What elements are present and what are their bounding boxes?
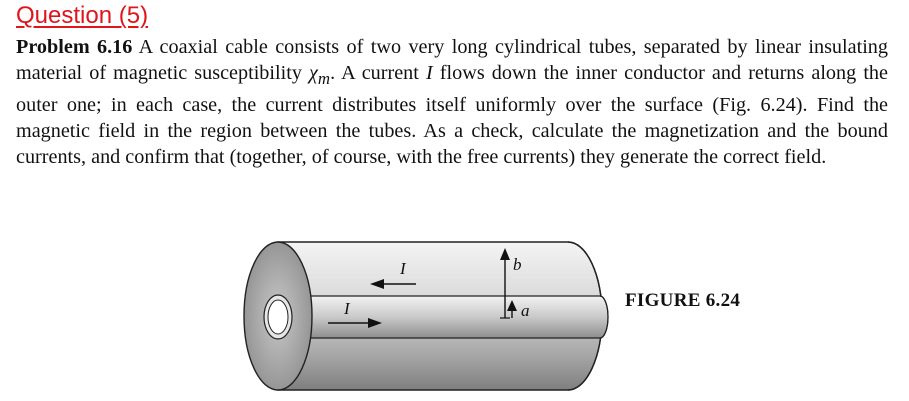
label-current-bottom: I [344, 299, 350, 318]
problem-text-part1: A coaxial cable consists of two very long cylindrical tubes, separated by linear insulating material of magnetic susceptibility [16, 36, 888, 84]
chi-subscript: m [317, 69, 331, 89]
label-current-top: I [400, 259, 406, 278]
problem-label: Problem 6.16 [16, 36, 133, 58]
coaxial-cable-figure [238, 236, 618, 396]
current-symbol: I [425, 62, 433, 84]
label-radius-b: b [513, 255, 522, 274]
label-radius-a: a [521, 301, 530, 320]
chi-symbol: χ [309, 62, 318, 84]
question-heading: Question (5) [16, 2, 149, 29]
problem-statement [16, 34, 888, 170]
figure-caption: FIGURE 6.24 [625, 290, 741, 311]
inner-tube [278, 296, 608, 338]
problem-text-part2: . A current [330, 62, 426, 84]
problem-text-part3: flows down the inner conductor and returns along the outer one; in each case, the current distributes itself uniformly over the surface (Fig. 6.24). Find the magnetic field in the region between the tubes. As a check, calculate the magnetization and the bound currents, and confirm that (together, of course, with the free currents) they generate the correct field. [16, 62, 888, 169]
